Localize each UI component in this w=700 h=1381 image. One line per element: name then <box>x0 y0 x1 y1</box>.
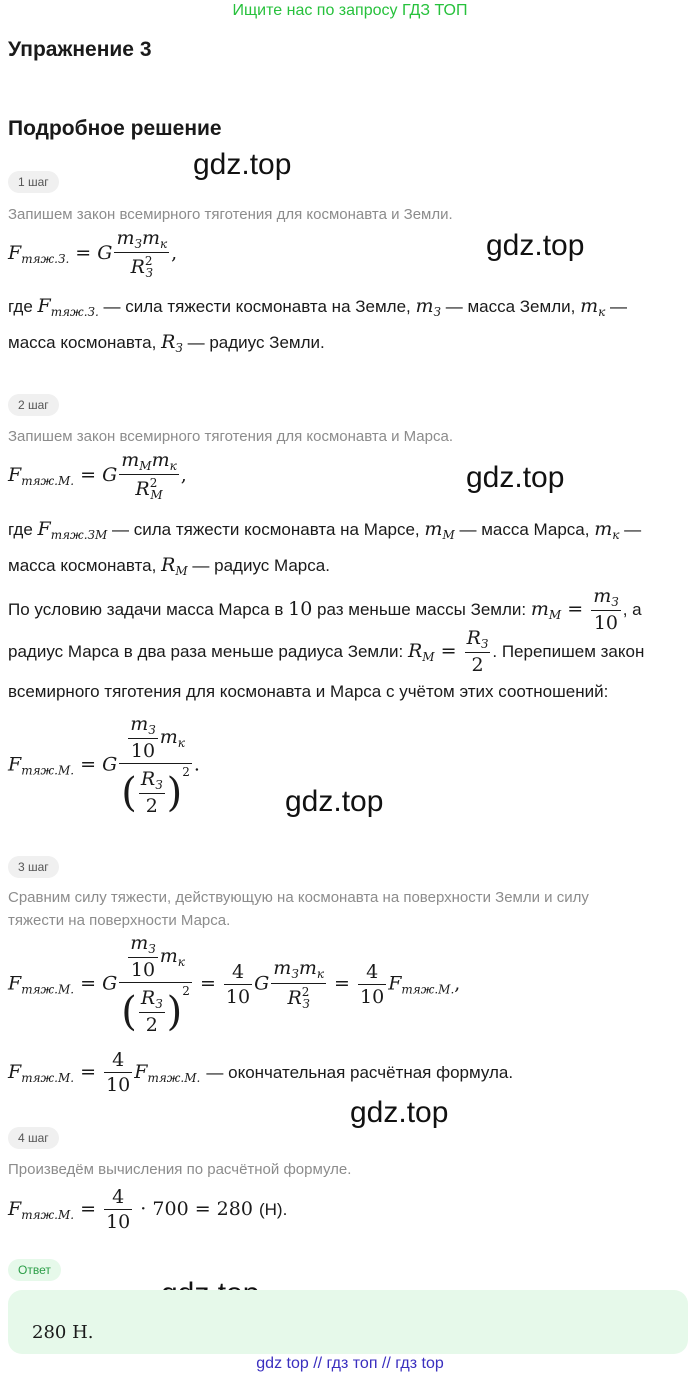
answer-value: 280 Н. <box>32 1322 94 1343</box>
answer-box <box>8 1290 688 1354</box>
step1-where-line1: где $F_{тяж.З.}$ — сила тяжести космонавта на Земле, $m_З$ — масса Земли, $m_к$ — <box>8 295 628 319</box>
step2-condition-line2: радиус Марса в два раза меньше радиуса Земли: $R_М$ = $\frac{R_З}{2}$ . Перепишем закон <box>8 627 645 677</box>
step2-where-line1: где $F_{тяж.ЗМ}$ — сила тяжести космонавта на Марсе, $m_М$ — масса Марса, $m_к$ — <box>8 518 642 542</box>
watermark: gdz.top <box>193 148 292 181</box>
search-banner[interactable]: Ищите нас по запросу ГДЗ ТОП <box>232 2 468 19</box>
step3-comparison-formula: $F_{тяж.М.} = G$ $\frac{m_З}{10}$ $m_к$ ( $\frac{R_З}{2}$ )$^2$ = $\frac{4}{10}$ G $\frac{m_Зm_к}{R^2_З}$ = $\frac{4}{10}$ $F_{тяж.М.}$, <box>8 932 461 1037</box>
footer-links[interactable]: gdz top // гдз топ // гдз top <box>256 1355 444 1372</box>
step1-intro: Запишем закон всемирного тяготения для космонавта и Земли. <box>8 206 453 223</box>
watermark: gdz.top <box>285 785 384 818</box>
solution-title: Подробное решение <box>8 117 222 140</box>
step3-intro-line2: тяжести на поверхности Марса. <box>8 912 231 929</box>
step-badge-1: 1 шаг <box>8 171 59 193</box>
step2-condition-line3: всемирного тяготения для космонавта и Марса с учётом этих соотношений: <box>8 682 609 701</box>
step-badge-2: 2 шаг <box>8 394 59 416</box>
step1-formula: $F_{тяж.З.} = G$ $\frac{m_Зm_к}{R^2_З}$ , <box>8 227 178 281</box>
step3-final-formula: $F_{тяж.М.}$ = $\frac{4}{10}$ $F_{тяж.М.}$ — окончательная расчётная формула. <box>8 1049 514 1096</box>
step4-calculation: $F_{тяж.М.}$ = $\frac{4}{10}$ · 700 = 280 (Н). <box>8 1186 288 1233</box>
step2-formula: $F_{тяж.М.} = G$ $\frac{m_Мm_к}{R^2_М}$ , <box>8 449 187 503</box>
step2-substituted-formula: $F_{тяж.М.} = G$ $\frac{m_З}{10}$ $m_к$ ( $\frac{R_З}{2}$ )$^2$ . <box>8 713 200 818</box>
answer-badge: Ответ <box>8 1259 61 1281</box>
step-badge-3: 3 шаг <box>8 856 59 878</box>
step1-where-line2: масса космонавта, $R_З$ — радиус Земли. <box>8 331 325 355</box>
watermark: gdz.top <box>486 229 585 262</box>
step2-condition-line1: По условию задачи масса Марса в 10 раз меньше массы Земли: $m_М$ = $\frac{m_З}{10}$ , а <box>8 585 642 635</box>
exercise-title: Упражнение 3 <box>8 38 152 61</box>
step-badge-4: 4 шаг <box>8 1127 59 1149</box>
step3-intro-line1: Сравним силу тяжести, действующую на космонавта на поверхности Земли и силу <box>8 889 589 906</box>
watermark: gdz.top <box>466 461 565 494</box>
step4-intro: Произведём вычисления по расчётной формуле. <box>8 1161 352 1178</box>
step2-where-line2: масса космонавта, $R_М$ — радиус Марса. <box>8 554 330 578</box>
step2-intro: Запишем закон всемирного тяготения для космонавта и Марса. <box>8 428 454 445</box>
watermark: gdz.top <box>350 1096 449 1129</box>
